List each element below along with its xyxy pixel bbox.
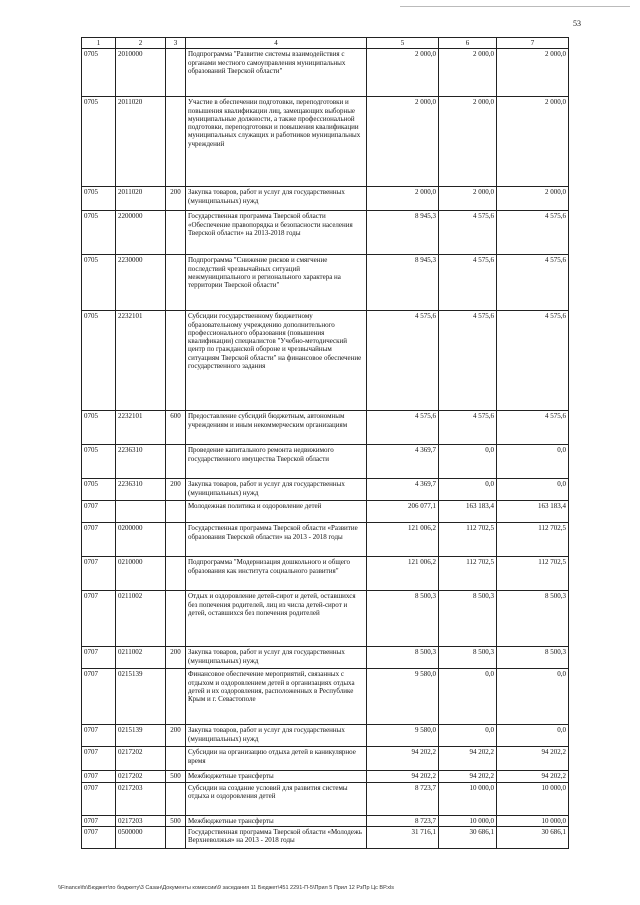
description-cell: Финансовое обеспечение мероприятий, связанных с отдыхом и оздоровлением детей в организациях отдыха детей и их оздоровления, расположенных в Республике Крым и г. Севастополе xyxy=(186,669,367,725)
description-cell: Отдых и оздоровление детей-сирот и детей, оставшихся без попечения родителей, лиц из числа детей-сирот и детей, оставшихся без попечения родителей xyxy=(186,591,367,647)
amount-year-2-cell: 8 500,3 xyxy=(439,647,497,669)
amount-year-2-cell: 0,0 xyxy=(439,669,497,725)
table-row xyxy=(82,557,569,591)
description-cell: Субсидии на создание условий для развития системы отдыха и оздоровления детей xyxy=(186,782,367,815)
expense-type-code-cell: 200 xyxy=(166,479,186,501)
section-code-cell: 0707 xyxy=(82,782,116,815)
description-cell: Молодежная политика и оздоровление детей xyxy=(186,501,367,523)
description-cell: Закупка товаров, работ и услуг для государственных (муниципальных) нужд xyxy=(186,725,367,747)
description-cell: Подпрограмма "Снижение рисков и смягчение последствий чрезвычайных ситуаций межмуниципального и регионального характера на территории Тверской области" xyxy=(186,255,367,311)
section-code-cell: 0705 xyxy=(82,255,116,311)
section-code-cell: 0705 xyxy=(82,445,116,479)
amount-year-3-cell: 0,0 xyxy=(497,479,569,501)
target-article-code-cell: 0215139 xyxy=(116,725,166,747)
table-row xyxy=(82,445,569,479)
target-article-code-cell: 2011020 xyxy=(116,97,166,187)
expense-type-code-cell xyxy=(166,445,186,479)
description-cell: Государственная программа Тверской области «Обеспечение правопорядка и безопасности населения Тверской области» на 2013-2018 годы xyxy=(186,211,367,255)
target-article-code-cell: 2232101 xyxy=(116,311,166,411)
target-article-code-cell: 0210000 xyxy=(116,557,166,591)
amount-year-1-cell: 121 006,2 xyxy=(367,523,439,557)
description-cell: Участие в обеспечении подготовки, переподготовки и повышения квалификации лиц, замещающих выборные муниципальные должности, а также профессиональной подготовки, переподготовки и повышения квалификации муниципальных служащих и работников муниципальных учреждений xyxy=(186,97,367,187)
col-header-4: 4 xyxy=(186,38,367,49)
expense-type-code-cell xyxy=(166,211,186,255)
col-header-6: 6 xyxy=(439,38,497,49)
expense-type-code-cell xyxy=(166,782,186,815)
description-cell: Государственная программа Тверской области «Развитие образования Тверской области» на 2013 - 2018 годы xyxy=(186,523,367,557)
table-row xyxy=(82,97,569,187)
table-body xyxy=(82,49,569,849)
section-code-cell: 0707 xyxy=(82,647,116,669)
amount-year-1-cell: 8 500,3 xyxy=(367,647,439,669)
amount-year-2-cell: 2 000,0 xyxy=(439,187,497,211)
section-code-cell: 0707 xyxy=(82,591,116,647)
section-code-cell: 0705 xyxy=(82,211,116,255)
amount-year-1-cell: 9 580,0 xyxy=(367,669,439,725)
table-row xyxy=(82,211,569,255)
budget-table xyxy=(81,37,569,849)
amount-year-3-cell: 2 000,0 xyxy=(497,187,569,211)
col-header-3: 3 xyxy=(166,38,186,49)
amount-year-2-cell: 112 702,5 xyxy=(439,557,497,591)
target-article-code-cell: 0215139 xyxy=(116,669,166,725)
amount-year-3-cell: 112 702,5 xyxy=(497,523,569,557)
amount-year-1-cell: 8 945,3 xyxy=(367,255,439,311)
amount-year-3-cell: 4 575,6 xyxy=(497,311,569,411)
amount-year-1-cell: 2 000,0 xyxy=(367,187,439,211)
description-cell: Межбюджетные трансферты xyxy=(186,771,367,782)
table-row xyxy=(82,411,569,445)
amount-year-2-cell: 163 183,4 xyxy=(439,501,497,523)
amount-year-2-cell: 10 000,0 xyxy=(439,782,497,815)
expense-type-code-cell xyxy=(166,255,186,311)
table-row xyxy=(82,725,569,747)
amount-year-1-cell: 2 000,0 xyxy=(367,49,439,97)
target-article-code-cell: 0200000 xyxy=(116,523,166,557)
expense-type-code-cell: 500 xyxy=(166,815,186,826)
expense-type-code-cell xyxy=(166,523,186,557)
amount-year-1-cell: 94 202,2 xyxy=(367,747,439,771)
table-row xyxy=(82,815,569,826)
target-article-code-cell: 0211002 xyxy=(116,591,166,647)
amount-year-1-cell: 9 580,0 xyxy=(367,725,439,747)
amount-year-3-cell: 10 000,0 xyxy=(497,815,569,826)
amount-year-3-cell: 2 000,0 xyxy=(497,97,569,187)
amount-year-1-cell: 4 369,7 xyxy=(367,445,439,479)
target-article-code-cell: 2230000 xyxy=(116,255,166,311)
target-article-code-cell: 0217203 xyxy=(116,782,166,815)
amount-year-3-cell: 8 500,3 xyxy=(497,647,569,669)
table-row xyxy=(82,747,569,771)
amount-year-3-cell: 0,0 xyxy=(497,445,569,479)
amount-year-3-cell: 163 183,4 xyxy=(497,501,569,523)
column-number-row xyxy=(82,38,569,49)
expense-type-code-cell xyxy=(166,591,186,647)
amount-year-1-cell: 4 575,6 xyxy=(367,411,439,445)
target-article-code-cell: 0217203 xyxy=(116,815,166,826)
section-code-cell: 0707 xyxy=(82,501,116,523)
amount-year-3-cell: 10 000,0 xyxy=(497,782,569,815)
section-code-cell: 0707 xyxy=(82,557,116,591)
amount-year-1-cell: 8 723,7 xyxy=(367,782,439,815)
expense-type-code-cell xyxy=(166,826,186,848)
table-row xyxy=(82,187,569,211)
description-cell: Предоставление субсидий бюджетным, автономным учреждениям и иным некоммерческим организациям xyxy=(186,411,367,445)
amount-year-2-cell: 0,0 xyxy=(439,445,497,479)
col-header-2: 2 xyxy=(116,38,166,49)
amount-year-2-cell: 112 702,5 xyxy=(439,523,497,557)
target-article-code-cell: 0211002 xyxy=(116,647,166,669)
expense-type-code-cell xyxy=(166,557,186,591)
target-article-code-cell: 2200000 xyxy=(116,211,166,255)
amount-year-1-cell: 206 077,1 xyxy=(367,501,439,523)
section-code-cell: 0707 xyxy=(82,669,116,725)
table-row xyxy=(82,826,569,848)
description-cell: Проведение капитального ремонта недвижимого государственного имущества Тверской области xyxy=(186,445,367,479)
section-code-cell: 0705 xyxy=(82,411,116,445)
table-row xyxy=(82,523,569,557)
table-row xyxy=(82,771,569,782)
table-row xyxy=(82,501,569,523)
amount-year-3-cell: 2 000,0 xyxy=(497,49,569,97)
table-row xyxy=(82,647,569,669)
section-code-cell: 0705 xyxy=(82,187,116,211)
expense-type-code-cell xyxy=(166,747,186,771)
description-cell: Закупка товаров, работ и услуг для государственных (муниципальных) нужд xyxy=(186,647,367,669)
table-row xyxy=(82,479,569,501)
expense-type-code-cell xyxy=(166,501,186,523)
col-header-1: 1 xyxy=(82,38,116,49)
table-row xyxy=(82,311,569,411)
target-article-code-cell: 2232101 xyxy=(116,411,166,445)
amount-year-1-cell: 8 723,7 xyxy=(367,815,439,826)
section-code-cell: 0707 xyxy=(82,771,116,782)
expense-type-code-cell xyxy=(166,669,186,725)
expense-type-code-cell: 200 xyxy=(166,187,186,211)
amount-year-3-cell: 94 202,2 xyxy=(497,747,569,771)
target-article-code-cell: 2236310 xyxy=(116,445,166,479)
section-code-cell: 0705 xyxy=(82,479,116,501)
table-row xyxy=(82,255,569,311)
target-article-code-cell: 0217202 xyxy=(116,771,166,782)
amount-year-3-cell: 0,0 xyxy=(497,725,569,747)
section-code-cell: 0707 xyxy=(82,747,116,771)
amount-year-3-cell: 112 702,5 xyxy=(497,557,569,591)
expense-type-code-cell: 200 xyxy=(166,725,186,747)
section-code-cell: 0707 xyxy=(82,725,116,747)
section-code-cell: 0707 xyxy=(82,523,116,557)
section-code-cell: 0705 xyxy=(82,311,116,411)
table-row xyxy=(82,669,569,725)
description-cell: Подпрограмма "Модернизация дошкольного и общего образования как института социального развития" xyxy=(186,557,367,591)
amount-year-3-cell: 4 575,6 xyxy=(497,411,569,445)
amount-year-1-cell: 4 369,7 xyxy=(367,479,439,501)
amount-year-2-cell: 4 575,6 xyxy=(439,255,497,311)
amount-year-2-cell: 94 202,2 xyxy=(439,747,497,771)
amount-year-2-cell: 0,0 xyxy=(439,725,497,747)
amount-year-2-cell: 10 000,0 xyxy=(439,815,497,826)
expense-type-code-cell: 500 xyxy=(166,771,186,782)
amount-year-2-cell: 4 575,6 xyxy=(439,411,497,445)
amount-year-2-cell: 4 575,6 xyxy=(439,311,497,411)
description-cell: Подпрограмма "Развитие системы взаимодействия с органами местного самоуправления муниципальных образований Тверской области" xyxy=(186,49,367,97)
amount-year-1-cell: 8 500,3 xyxy=(367,591,439,647)
target-article-code-cell xyxy=(116,501,166,523)
amount-year-3-cell: 0,0 xyxy=(497,669,569,725)
target-article-code-cell: 2236310 xyxy=(116,479,166,501)
target-article-code-cell: 2010000 xyxy=(116,49,166,97)
section-code-cell: 0705 xyxy=(82,49,116,97)
expense-type-code-cell xyxy=(166,97,186,187)
amount-year-1-cell: 4 575,6 xyxy=(367,311,439,411)
expense-type-code-cell xyxy=(166,311,186,411)
amount-year-2-cell: 4 575,6 xyxy=(439,211,497,255)
table-row xyxy=(82,591,569,647)
amount-year-1-cell: 121 006,2 xyxy=(367,557,439,591)
amount-year-2-cell: 2 000,0 xyxy=(439,49,497,97)
description-cell: Субсидии государственному бюджетному образовательному учреждению дополнительного профессионального образования (повышения квалификации) специалистов "Учебно-методический центр по гражданской обороне и чрезвычайным ситуациям Тверской области" на финансовое обеспечение государственного задания xyxy=(186,311,367,411)
amount-year-1-cell: 8 945,3 xyxy=(367,211,439,255)
amount-year-3-cell: 30 686,1 xyxy=(497,826,569,848)
target-article-code-cell: 2011020 xyxy=(116,187,166,211)
col-header-7: 7 xyxy=(497,38,569,49)
amount-year-3-cell: 94 202,2 xyxy=(497,771,569,782)
target-article-code-cell: 0500000 xyxy=(116,826,166,848)
col-header-5: 5 xyxy=(367,38,439,49)
amount-year-1-cell: 2 000,0 xyxy=(367,97,439,187)
description-cell: Субсидии на организацию отдыха детей в каникулярное время xyxy=(186,747,367,771)
amount-year-1-cell: 31 716,1 xyxy=(367,826,439,848)
amount-year-3-cell: 4 575,6 xyxy=(497,255,569,311)
expense-type-code-cell: 200 xyxy=(166,647,186,669)
expense-type-code-cell: 600 xyxy=(166,411,186,445)
top-divider xyxy=(400,6,630,7)
page-number: 53 xyxy=(573,19,581,28)
file-path-footer: \\Finance\fs\Бюджет\по бюджету\3 Сазан\Документы комиссии\9 заседания 11 Бюджет\451 2291-П-5\Прил 5 Прил 12 РзПр Цс ВР.xls xyxy=(58,885,394,891)
section-code-cell: 0705 xyxy=(82,97,116,187)
amount-year-3-cell: 4 575,6 xyxy=(497,211,569,255)
description-cell: Государственная программа Тверской области «Молодежь Верхневолжья» на 2013 - 2018 годы xyxy=(186,826,367,848)
target-article-code-cell: 0217202 xyxy=(116,747,166,771)
description-cell: Закупка товаров, работ и услуг для государственных (муниципальных) нужд xyxy=(186,479,367,501)
amount-year-2-cell: 30 686,1 xyxy=(439,826,497,848)
amount-year-2-cell: 8 500,3 xyxy=(439,591,497,647)
description-cell: Закупка товаров, работ и услуг для государственных (муниципальных) нужд xyxy=(186,187,367,211)
table-row xyxy=(82,782,569,815)
amount-year-2-cell: 94 202,2 xyxy=(439,771,497,782)
amount-year-3-cell: 8 500,3 xyxy=(497,591,569,647)
amount-year-2-cell: 2 000,0 xyxy=(439,97,497,187)
table-row xyxy=(82,49,569,97)
expense-type-code-cell xyxy=(166,49,186,97)
amount-year-2-cell: 0,0 xyxy=(439,479,497,501)
amount-year-1-cell: 94 202,2 xyxy=(367,771,439,782)
description-cell: Межбюджетные трансферты xyxy=(186,815,367,826)
section-code-cell: 0707 xyxy=(82,815,116,826)
section-code-cell: 0707 xyxy=(82,826,116,848)
